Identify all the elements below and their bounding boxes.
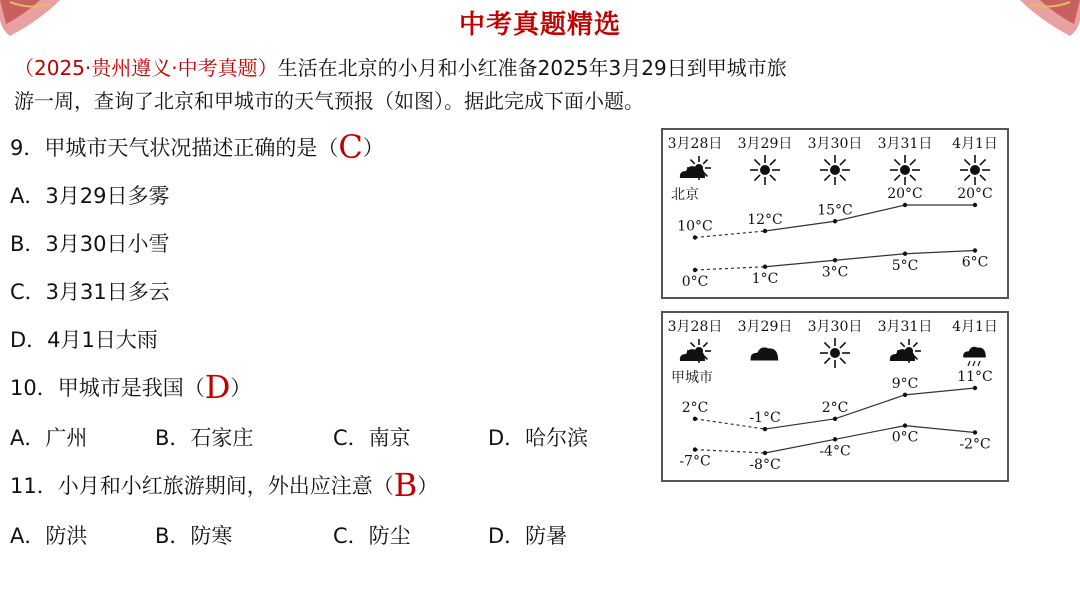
question-stem-end: ） xyxy=(417,474,439,498)
answer-mark: C xyxy=(338,128,363,166)
temperature-data-label: 11°C xyxy=(957,369,993,385)
option-row xyxy=(10,422,630,452)
temperature-point xyxy=(973,248,977,252)
temperature-data-label: 10°C xyxy=(677,218,713,235)
partly-cloudy-icon xyxy=(680,156,711,180)
option: B．防寒 xyxy=(155,524,233,548)
date-tick-label: 3月28日 xyxy=(667,136,723,152)
temperature-data-label: 0°C xyxy=(891,429,919,446)
source-label: （2025·贵州遵义·中考真题） xyxy=(14,56,278,80)
temperature-data-label: 2°C xyxy=(821,399,849,416)
option: A．广州 xyxy=(10,426,88,450)
question-stem-end: ） xyxy=(362,136,384,160)
date-tick-label: 4月1日 xyxy=(952,319,998,335)
temperature-line-segment xyxy=(695,450,765,453)
answer-mark: D xyxy=(204,368,231,406)
temperature-data-label: -4°C xyxy=(819,443,851,460)
temperature-point xyxy=(903,393,907,397)
temperature-point xyxy=(903,252,907,256)
beijing-chart-svg xyxy=(663,130,1007,297)
option: D．4月1日大雨 xyxy=(10,328,158,352)
date-tick-label: 3月30日 xyxy=(807,136,863,152)
temperature-point xyxy=(833,219,837,223)
temperature-data-label: 2°C xyxy=(681,399,709,416)
sun-icon xyxy=(750,155,780,185)
date-tick-label: 3月29日 xyxy=(737,319,793,335)
temperature-data-label: -7°C xyxy=(679,453,711,470)
city-name-label: 甲城市 xyxy=(671,370,713,386)
city-jia-weather-chart xyxy=(661,311,1009,482)
temperature-data-label: -8°C xyxy=(749,457,781,473)
date-tick-label: 3月28日 xyxy=(667,319,723,335)
option: B．3月30日小雪 xyxy=(10,232,170,256)
temperature-point xyxy=(973,386,977,390)
question-intro xyxy=(14,52,1074,118)
temperature-point xyxy=(973,430,977,434)
temperature-point xyxy=(763,427,767,431)
temperature-line-segment xyxy=(695,267,765,270)
temperature-point xyxy=(693,447,697,451)
temperature-data-label: 6°C xyxy=(961,254,989,271)
temperature-point xyxy=(833,417,837,421)
intro-text-2: 游一周，查询了北京和甲城市的天气预报（如图）。据此完成下面小题。 xyxy=(14,89,644,113)
date-tick-label: 4月1日 xyxy=(952,136,998,152)
temperature-data-label: 5°C xyxy=(891,257,919,274)
temperature-point xyxy=(693,235,697,239)
sun-icon xyxy=(820,338,850,368)
temperature-point xyxy=(693,417,697,421)
temperature-data-label: 20°C xyxy=(887,186,923,202)
temperature-point xyxy=(903,203,907,207)
question-stem: 9．甲城市天气状况描述正确的是（ xyxy=(10,136,339,160)
option: D．哈尔滨 xyxy=(488,426,589,450)
cloud-icon xyxy=(751,347,779,360)
question-stem: 10．甲城市是我国（ xyxy=(10,376,205,400)
temperature-data-label: 20°C xyxy=(957,186,993,202)
option-row xyxy=(10,520,630,550)
temperature-point xyxy=(973,203,977,207)
question-11 xyxy=(10,466,438,504)
temperature-data-label: -1°C xyxy=(749,410,781,427)
temperature-point xyxy=(693,268,697,272)
temperature-data-label: 9°C xyxy=(891,375,919,392)
temperature-line-segment xyxy=(905,251,975,254)
partly-cloudy-icon xyxy=(890,339,921,363)
date-tick-label: 3月31日 xyxy=(877,319,933,335)
option: A．防洪 xyxy=(10,524,88,548)
sun-icon xyxy=(890,155,920,185)
temperature-data-label: -2°C xyxy=(959,436,991,453)
sun-icon xyxy=(960,155,990,185)
option: C．防尘 xyxy=(333,524,411,548)
temperature-point xyxy=(833,437,837,441)
sun-icon xyxy=(820,155,850,185)
partly-cloudy-icon xyxy=(680,339,711,363)
temperature-point xyxy=(903,423,907,427)
temperature-point xyxy=(763,451,767,455)
rain-icon xyxy=(963,347,986,366)
option: A．3月29日多雾 xyxy=(10,184,170,208)
temperature-data-label: 3°C xyxy=(821,264,849,281)
city-name-label: 北京 xyxy=(671,187,699,203)
temperature-point xyxy=(763,229,767,233)
option: B．石家庄 xyxy=(155,426,254,450)
temperature-point xyxy=(833,258,837,262)
temperature-point xyxy=(763,265,767,269)
date-tick-label: 3月31日 xyxy=(877,136,933,152)
temperature-data-label: 1°C xyxy=(751,270,779,287)
option: C．南京 xyxy=(333,426,411,450)
temperature-data-label: 12°C xyxy=(747,212,783,228)
answer-mark: B xyxy=(393,466,418,504)
beijing-weather-chart xyxy=(661,128,1009,299)
date-tick-label: 3月29日 xyxy=(737,136,793,152)
temperature-data-label: 0°C xyxy=(681,274,709,290)
question-10 xyxy=(10,368,251,406)
question-stem-end: ） xyxy=(230,376,252,400)
option: D．防暑 xyxy=(488,524,568,548)
city-jia-chart-svg xyxy=(663,313,1007,480)
option: C．3月31日多云 xyxy=(10,280,170,304)
intro-text-1: 生活在北京的小月和小红准备2025年3月29日到甲城市旅 xyxy=(277,56,787,80)
question-9 xyxy=(10,128,384,166)
temperature-data-label: 15°C xyxy=(817,202,853,219)
page-title: 中考真题精选 xyxy=(458,10,621,40)
question-stem: 11．小月和小红旅游期间，外出应注意（ xyxy=(10,474,394,498)
date-tick-label: 3月30日 xyxy=(807,319,863,335)
